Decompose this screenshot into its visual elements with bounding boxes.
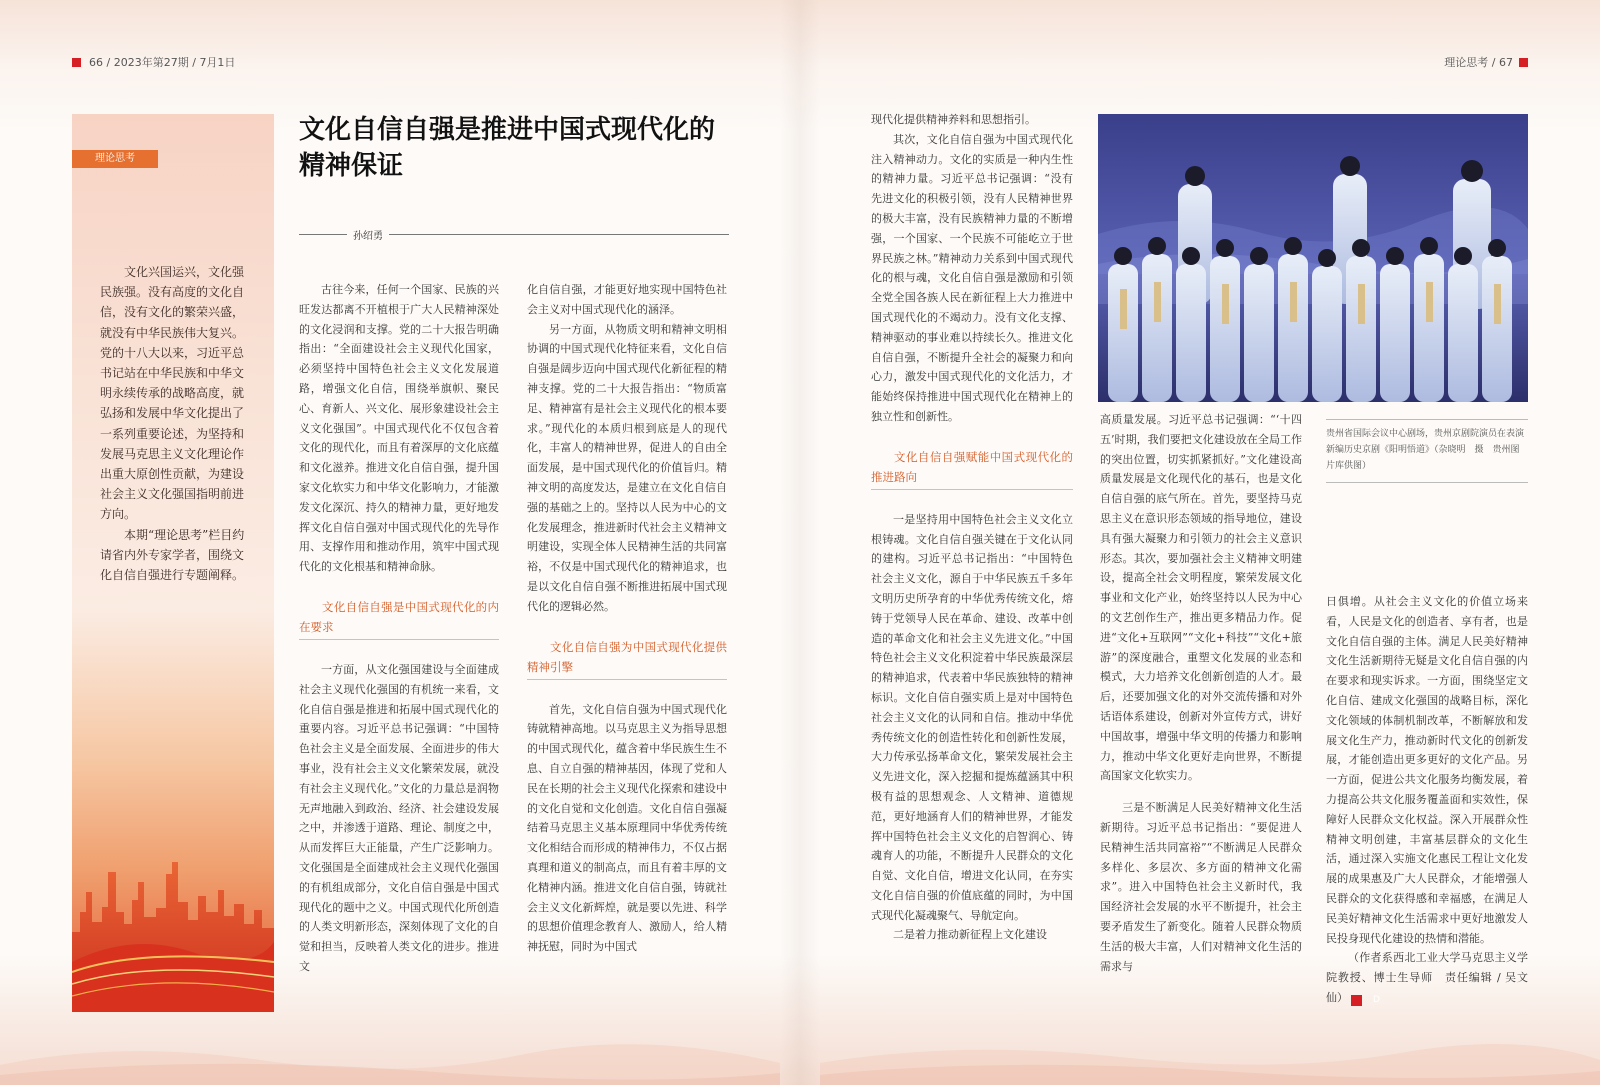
intro-paragraph: 本期“理论思考”栏目约请省内外专家学者，围绕文化自信自强进行专题阐释。 — [100, 527, 245, 583]
intro-sidebar — [72, 114, 274, 1012]
section-heading: 文化自信自强是中国式现代化的内在要求 — [299, 597, 499, 640]
body-paragraph: 三是不断满足人民美好精神文化生活新期待。习近平总书记指出：“要促进人民精神生活共同富裕”“不断满足人民群众多样化、多层次、多方面的精神文化需求”。进入中国特色社会主义新时代，我国经济社会发展的水平不断提升，社会主要矛盾发生了新变化。随着人民群众物质生活的极大丰富，人们对精神文化生活的需求与 — [1100, 801, 1302, 973]
text-column-2 — [527, 280, 727, 1000]
body-paragraph: 古往今来，任何一个国家、民族的兴旺发达都离不开植根于广大人民精神深处的文化浸润和支撑。党的二十大报告明确指出：“全面建设社会主义现代化国家，必须坚持中国特色社会主义文化发展道路，增强文化自信，围绕举旗帜、聚民心、育新人、兴文化、展形象建设社会主义文化强国”。中国式现代化不仅包含着文化的现代化，而且有着深厚的文化底蕴和文化滋养。推进文化自信自强，提升国家文化软实力和中华文化影响力，才能激发文化深沉、持久的精神力量，更好地发挥文化自信自强对中国式现代化的先导作用、支撑作用和推动作用，筑牢中国式现代化的文化根基和精神命脉。 — [299, 283, 499, 574]
text-column-5 — [1326, 592, 1528, 1012]
red-square-icon — [72, 58, 81, 67]
body-paragraph: 现代化提供精神养料和思想指引。 — [871, 113, 1036, 126]
opera-performers-image — [1098, 114, 1528, 402]
section-heading: 文化自信自强赋能中国式现代化的推进路向 — [871, 447, 1073, 490]
intro-text — [100, 262, 248, 585]
text-column-3 — [871, 110, 1073, 1005]
end-mark-icon: D — [1351, 995, 1362, 1006]
body-paragraph: 日俱增。从社会主义文化的价值立场来看，人民是文化的创造者、享有者，也是文化自信自强的主体。满足人民美好精神文化生活新期待无疑是文化自信自强的内在要求和现实诉求。一方面，围绕坚定文化自信、建成文化强国的战略目标，深化文化领域的体制机制改革，不断解放和发展文化生产力，推动新时代文化的创新发展，才能创造出更多更好的文化产品。另一方面，促进公共文化服务均衡发展，着力提高公共文化服务覆盖面和实效性，保障好人民群众文化权益。深入开展群众性精神文明创建，丰富基层群众的文化生活，通过深入实施文化惠民工程让文化发展的成果惠及广大人民群众，才能增强人民群众的文化获得感和幸福感，在满足人民美好精神文化生活需求中更好地激发人民投身现代化建设的热情和潜能。 — [1326, 595, 1528, 945]
author-name: 孙绍勇 — [353, 231, 383, 242]
issue-date: 7月1日 — [199, 56, 236, 69]
right-page-header: 理论思考 / 67 — [1444, 54, 1528, 70]
opera-stage-photo — [1098, 114, 1528, 402]
section-name: 理论思考 — [1444, 56, 1489, 69]
divider — [389, 234, 729, 235]
photo-caption: 贵州省国际会议中心剧场，贵州京剧院演员在表演新编历史京剧《阳明悟道》（杂晓明 摄 贵州图片库供图） — [1326, 419, 1528, 483]
section-heading: 文化自信自强为中国式现代化提供精神引擎 — [527, 637, 727, 680]
body-paragraph: 一方面，从文化强国建设与全面建成社会主义现代化强国的有机统一来看，文化自信自强是推进和拓展中国式现代化的重要内容。习近平总书记强调：“中国特色社会主义是全面发展、全面进步的伟大事业，没有社会主义文化繁荣发展，就没有社会主义现代化。”文化的力量总是润物无声地融入到政治、经济、社会建设发展之中，并渗透于道路、理论、制度之中，从而发挥巨大正能量，产生广泛影响力。文化强国是全面建成社会主义现代化强国的有机组成部分，文化自信自强是中国式现代化的题中之义。中国式现代化所创造的人类文明新形态，深刻体现了文化的自觉和担当，反映着人类文化的进步。推进文 — [299, 662, 499, 973]
page-number-left: 66 — [89, 56, 103, 69]
column-tag: 理论思考 — [72, 150, 158, 168]
city-skyline-illustration — [72, 812, 274, 1012]
body-paragraph: 二是着力推动新征程上文化建设 — [893, 928, 1047, 942]
body-paragraph: 其次，文化自信自强为中国式现代化注入精神动力。文化的实质是一种内生性的精神力量。习近平总书记强调：“没有先进文化的积极引领，没有人民精神世界的极大丰富，没有民族精神力量的不断增强，一个国家、一个民族不可能屹立于世界民族之林。”精神动力关系到中国式现代化的根与魂，文化自信自强是激励和引领全党全国各族人民在新征程上大力推进中国式现代化的不竭动力。没有文化支撑、精神驱动的事业难以持续长久。推进文化自信自强，不断提升全社会的凝聚力和向心力，激发中国式现代化的文化活力，才能始终保持推进中国式现代化在精神上的独立性和创新性。 — [871, 132, 1073, 423]
text-column-4 — [1100, 410, 1302, 1010]
body-paragraph: 化自信自强，才能更好地实现中国特色社会主义对中国式现代化的涵泽。 — [527, 283, 727, 316]
body-paragraph: 另一方面，从物质文明和精神文明相协调的中国式现代化特征来看，文化自信自强是阔步迈向中国式现代化新征程的精神支撑。党的二十大报告指出：“物质富足、精神富有是社会主义现代化的根本要求。”现代化的本质归根到底是人的现代化，丰富人的精神世界，促进人的自由全面发展，是中国式现代化的价值旨归。精神文明的高度发达，是建立在文化自信自强的基础之上的。坚持以人民为中心的文化发展理念，推进新时代社会主义精神文明建设，实现全体人民精神生活的共同富裕，不仅是中国式现代化的精神追求，也是以文化自信自强不断推进拓展中国式现代化的逻辑必然。 — [527, 322, 727, 613]
body-paragraph: 首先，文化自信自强为中国式现代化铸就精神高地。以马克思主义为指导思想的中国式现代化，蕴含着中华民族生生不息、自立自强的精神基因，体现了党和人民在长期的社会主义现代化探索和建设中的文化自觉和文化创造。文化自信自强凝结着马克思主义基本原理同中华优秀传统文化相结合而形成的精神伟力，不仅占据真理和道义的制高点，而且有着丰厚的文化精神内涵。推进文化自信自强，铸就社会主义文化新辉煌，就是要以先进、科学的思想价值理念教育人、激励人，给人精神抚慰，同时为中国式 — [527, 702, 727, 954]
divider — [299, 234, 347, 235]
article-title: 文化自信自强是推进中国式现代化的精神保证 — [299, 115, 716, 181]
page-number-right: 67 — [1499, 56, 1513, 69]
body-paragraph: 高质量发展。习近平总书记强调：“‘十四五’时期，我们要把文化建设放在全局工作的突出位置，切实抓紧抓好。”文化建设高质量发展是文化现代化的基石，也是文化自信自强的底气所在。首先，要坚持马克思主义在意识形态领域的指导地位，建设具有强大凝聚力和引领力的社会主义意识形态。其次，要加强社会主义精神文明建设，提高全社会文明程度，繁荣发展文化事业和文化产业，始终坚持以人民为中心的文艺创作生产，推出更多精品力作。促进“文化+互联网”“文化+科技”“文化+旅游”的深度融合，重塑文化发展的业态和模式，大力培养文化创新创造的人才。最后，还要加强文化的对外交流传播和对外话语体系建设，创新对外宣传方式，讲好中国故事，增强中华文明的传播力和影响力，推动中华文化更好走向世界，不断提高国家文化软实力。 — [1100, 413, 1302, 783]
body-paragraph: 一是坚持用中国特色社会主义文化立根铸魂。文化自信自强关键在于文化认同的建构。习近平总书记指出：“中国特色社会主义文化，源自于中华民族五千多年文明历史所孕育的中华优秀传统文化，熔铸于党领导人民在革命、建设、改革中创造的革命文化和社会主义先进文化。”中国特色社会主义文化积淀着中华民族最深层的精神追求，代表着中华民族独特的精神标识。文化自信自强实质上是对中国特色社会主义文化的认同和自信。推动中华优秀传统文化的创造性转化和创新性发展，大力传承弘扬革命文化，繁荣发展社会主义先进文化，深入挖掘和提炼蕴涵其中积极有益的思想观念、人文精神、道德规范，更好地涵育人们的精神世界，才能发挥中国特色社会主义文化的启智润心、铸魂育人的功能，不断提升人民群众的文化自觉、文化自信，增进文化认同，在夯实文化自信自强的价值底蕴的同时，为中国式现代化凝魂聚气、导航定向。 — [871, 512, 1073, 922]
intro-paragraph: 文化兴国运兴，文化强民族强。没有高度的文化自信，没有文化的繁荣兴盛，就没有中华民族伟大复兴。党的十八大以来，习近平总书记站在中华民族和中华文明永续传承的战略高度，就弘扬和发展中华文化提出了一系列重要论述，为坚持和发展马克思主义文化理论作出重大原创性贡献，为建设社会主义文化强国指明前进方向。 — [100, 265, 245, 522]
byline — [299, 227, 729, 241]
page-spine — [780, 0, 820, 1085]
decorative-bottom-waves — [0, 1005, 1600, 1085]
text-column-1 — [299, 280, 499, 1000]
left-page-header: 66 / 2023年第27期 / 7月1日 — [72, 54, 235, 70]
author-note: （作者系西北工业大学马克思主义学院教授、博士生导师 责任编辑 / 吴文仙） D — [1326, 951, 1528, 1005]
issue-number: 2023年第27期 — [113, 56, 189, 69]
red-square-icon — [1519, 58, 1528, 67]
